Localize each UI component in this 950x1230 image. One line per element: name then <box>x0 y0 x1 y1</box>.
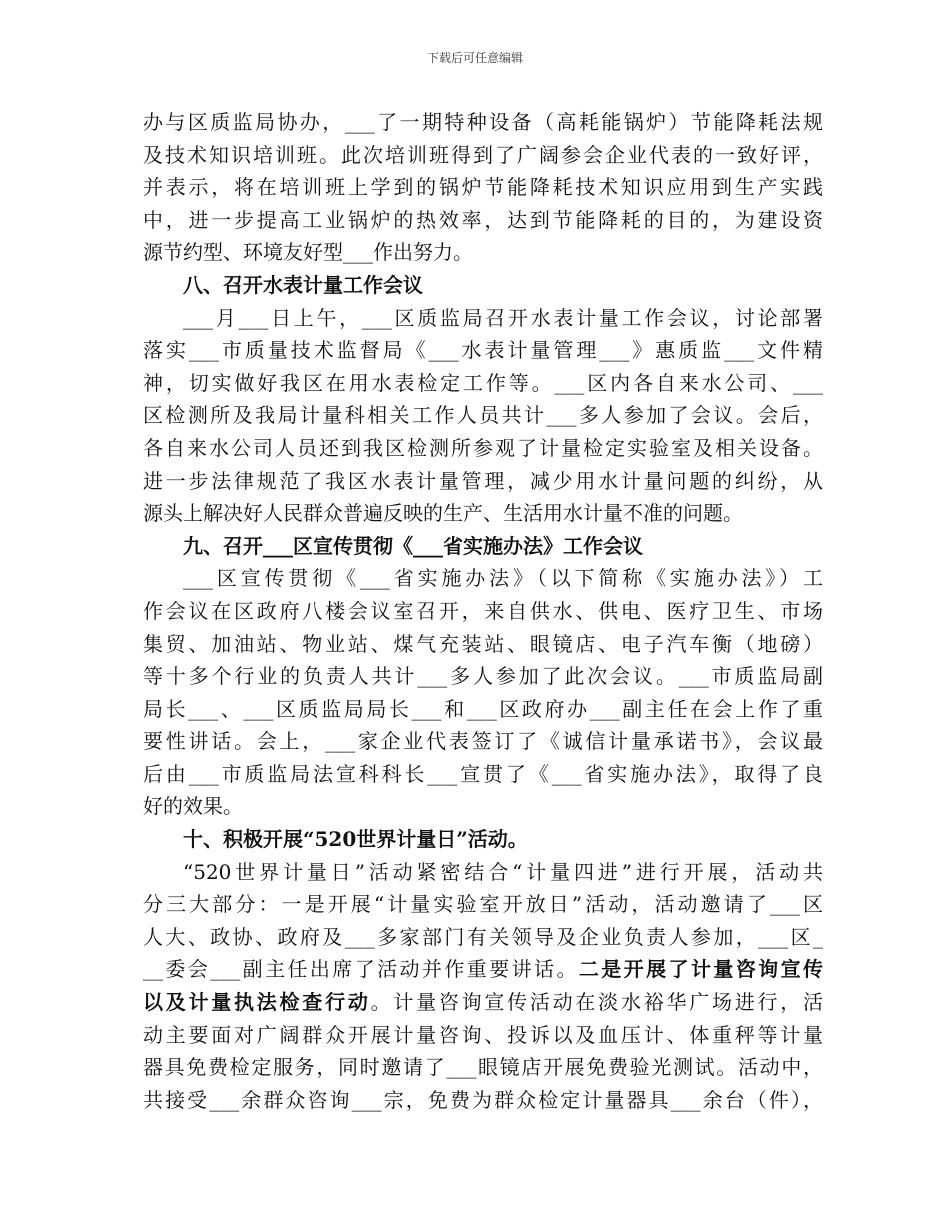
document-body <box>143 106 823 1116</box>
text-segment: __委会___副主任出席了活动并作重要讲话。 <box>143 957 579 982</box>
text-segment: 神，切实做好我区在用水表检定工作等。___区内各自来水公司、___ <box>143 370 823 395</box>
text-line <box>143 204 823 237</box>
text-segment: 进一步法律规范了我区水表计量管理，减少用水计量问题的纠纷，从 <box>143 468 823 493</box>
text-segment: 落实___市质量技术监督局《___水表计量管理___》惠质监___文件精 <box>143 338 823 363</box>
text-segment: 分三大部分：一是开展“计量实验室开放日”活动，活动邀请了___区 <box>143 892 823 917</box>
text-line <box>143 725 823 758</box>
text-line <box>143 334 823 367</box>
text-line <box>143 790 823 823</box>
text-line <box>143 888 823 921</box>
text-segment: 好的效果。 <box>143 794 243 819</box>
text-segment: 动主要面对广阔群众开展计量咨询、投诉以及血压计、体重秤等计量 <box>143 1022 823 1047</box>
bold-text: 二是开展了计量咨询宣传 <box>578 957 824 982</box>
text-segment: 区检测所及我局计量科相关工作人员共计___多人参加了会议。会后， <box>143 403 823 428</box>
text-line <box>143 399 823 432</box>
text-segment: 要性讲话。会上，___家企业代表签订了《诚信计量承诺书》，会议最 <box>143 729 823 754</box>
text-line <box>143 432 823 465</box>
text-segment: 源头上解决好人民群众普遍反映的生产、生活用水计量不准的问题。 <box>143 501 743 526</box>
section-heading <box>143 530 823 563</box>
text-segment: 。计量咨询宣传活动在淡水裕华广场进行，活 <box>370 990 824 1015</box>
text-line <box>143 758 823 791</box>
section-heading <box>143 269 823 302</box>
text-segment: 办与区质监局协办，___了一期特种设备（高耗能锅炉）节能降耗法规 <box>143 110 823 134</box>
text-line <box>143 1051 823 1084</box>
page-header: 下载后可任意编辑 <box>426 51 523 65</box>
text-line <box>143 367 823 400</box>
text-segment: ___月___日上午，___区质监局召开水表计量工作会议，讨论部署 <box>183 305 823 330</box>
bold-text: 九、召开___区宣传贯彻《___省实施办法》工作会议 <box>183 533 643 558</box>
text-segment: 源节约型、环境友好型___作出努力。 <box>143 240 473 265</box>
text-line <box>143 465 823 498</box>
text-line <box>143 562 823 595</box>
text-segment: 局长___、___区质监局局长___和___区政府办___副主任在会上作了重 <box>143 696 823 721</box>
text-segment: 共接受___余群众咨询___宗，免费为群众检定计量器具___余台（件）， <box>143 1087 823 1112</box>
text-line <box>143 660 823 693</box>
text-line <box>143 497 823 530</box>
text-segment: 各自来水公司人员还到我区检测所参观了计量检定实验室及相关设备。 <box>143 435 823 460</box>
text-line <box>143 236 823 269</box>
text-line <box>143 302 823 335</box>
text-line <box>143 628 823 661</box>
text-segment: 中，进一步提高工业锅炉的热效率，达到节能降耗的目的，为建设资 <box>143 207 823 232</box>
text-segment: “520世界计量日”活动紧密结合“计量四进”进行开展，活动共 <box>183 859 823 884</box>
bold-text: 十、积极开展“520世界计量日”活动。 <box>183 827 528 852</box>
text-line <box>143 856 823 889</box>
text-line <box>143 106 823 139</box>
text-line <box>143 171 823 204</box>
text-segment: 后由___市质监局法宣科科长___宣贯了《___省实施办法》，取得了良 <box>143 761 823 786</box>
text-segment: 器具免费检定服务，同时邀请了___眼镜店开展免费验光测试。活动中， <box>143 1055 823 1080</box>
text-segment: 等十多个行业的负责人共计___多人参加了此次会议。___市质监局副 <box>143 664 823 689</box>
text-line <box>143 693 823 726</box>
text-line <box>143 139 823 172</box>
text-line <box>143 953 823 986</box>
bold-text: 以及计量执法检查行动 <box>143 990 371 1015</box>
text-segment: 并表示，将在培训班上学到的锅炉节能降耗技术知识应用到生产实践 <box>143 175 823 200</box>
section-heading <box>143 823 823 856</box>
text-segment: 及技术知识培训班。此次培训班得到了广阔参会企业代表的一致好评， <box>143 142 823 167</box>
text-line <box>143 1084 823 1117</box>
text-segment: 人大、政协、政府及___多家部门有关领导及企业负责人参加，___区_ <box>143 924 823 949</box>
text-line <box>143 986 823 1019</box>
text-line <box>143 1019 823 1052</box>
text-segment: ___区宣传贯彻《___省实施办法》（以下简称《实施办法》）工 <box>183 566 823 591</box>
text-segment: 作会议在区政府八楼会议室召开，来自供水、供电、医疗卫生、市场 <box>143 598 823 623</box>
text-line <box>143 595 823 628</box>
text-segment: 集贸、加油站、物业站、煤气充装站、眼镜店、电子汽车衡（地磅） <box>143 631 823 656</box>
bold-text: 八、召开水表计量工作会议 <box>183 272 423 297</box>
text-line <box>143 921 823 954</box>
